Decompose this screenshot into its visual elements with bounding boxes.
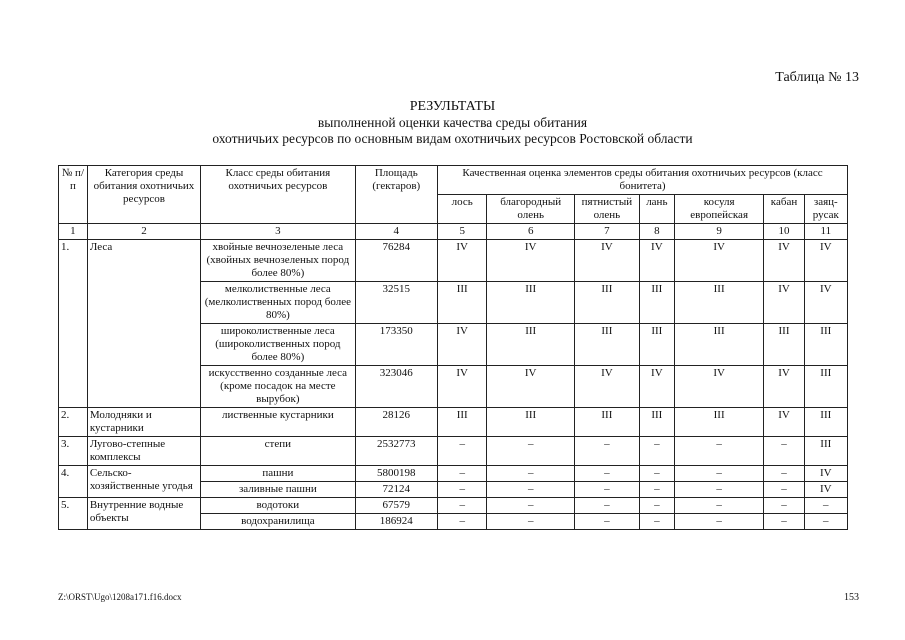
rating-cell: – <box>487 514 575 530</box>
rating-cell: – <box>639 437 674 466</box>
row-area: 76284 <box>355 240 437 282</box>
col-number: 10 <box>764 224 804 240</box>
file-path: Z:\ORST\Ugo\1208a171.f16.docx <box>58 592 182 602</box>
table-row <box>59 437 848 466</box>
row-class: степи <box>201 437 355 466</box>
rating-cell: IV <box>674 240 764 282</box>
col-number: 8 <box>639 224 674 240</box>
row-category: Лугово-степные комплексы <box>87 437 200 466</box>
row-class: широколиственные леса (широколиственных пород более 80%) <box>201 324 355 366</box>
rating-cell: – <box>574 437 639 466</box>
rating-cell: IV <box>804 240 847 282</box>
rating-cell: III <box>674 324 764 366</box>
table-row <box>59 408 848 437</box>
rating-cell: – <box>487 482 575 498</box>
row-class: искусственно созданные леса (кроме посадок на месте вырубок) <box>201 366 355 408</box>
header-species: лань <box>639 195 674 224</box>
header-num: № п/п <box>59 166 88 224</box>
header-quality: Качественная оценка элементов среды обитания охотничьих ресурсов (класс бонитета) <box>437 166 847 195</box>
col-number: 1 <box>59 224 88 240</box>
row-num: 5. <box>59 498 88 530</box>
rating-cell: III <box>437 282 486 324</box>
rating-cell: – <box>764 514 804 530</box>
rating-cell: – <box>574 498 639 514</box>
rating-cell: – <box>487 437 575 466</box>
row-num: 2. <box>59 408 88 437</box>
rating-cell: – <box>574 466 639 482</box>
rating-cell: III <box>437 408 486 437</box>
rating-cell: III <box>639 324 674 366</box>
title-line-1: РЕЗУЛЬТАТЫ <box>409 99 496 114</box>
col-number: 3 <box>201 224 355 240</box>
rating-cell: III <box>764 324 804 366</box>
rating-cell: IV <box>437 366 486 408</box>
rating-cell: III <box>574 408 639 437</box>
rating-cell: III <box>487 408 575 437</box>
header-category: Категория среды обитания охотничьих ресурсов <box>87 166 200 224</box>
col-number: 4 <box>355 224 437 240</box>
row-category: Леса <box>87 240 200 408</box>
row-area: 32515 <box>355 282 437 324</box>
rating-cell: IV <box>639 366 674 408</box>
page-number: 153 <box>844 592 859 603</box>
row-area: 67579 <box>355 498 437 514</box>
rating-cell: IV <box>574 240 639 282</box>
row-class: водохранилища <box>201 514 355 530</box>
table-row <box>59 498 848 514</box>
header-species: благородный олень <box>487 195 575 224</box>
document-title <box>0 99 905 147</box>
rating-cell: – <box>674 466 764 482</box>
rating-cell: IV <box>487 240 575 282</box>
rating-cell: IV <box>437 240 486 282</box>
rating-cell: III <box>487 324 575 366</box>
title-line-3: охотничьих ресурсов по основным видам охотничьих ресурсов Ростовской области <box>212 131 693 146</box>
row-class: заливные пашни <box>201 482 355 498</box>
rating-cell: IV <box>674 366 764 408</box>
rating-cell: III <box>639 282 674 324</box>
column-numbers-row <box>59 224 848 240</box>
row-class: хвойные вечнозеленые леса (хвойных вечнозеленых пород более 80%) <box>201 240 355 282</box>
row-num: 3. <box>59 437 88 466</box>
rating-cell: – <box>764 437 804 466</box>
rating-cell: IV <box>804 282 847 324</box>
row-num: 4. <box>59 466 88 498</box>
rating-cell: – <box>574 482 639 498</box>
col-number: 6 <box>487 224 575 240</box>
rating-cell: III <box>804 408 847 437</box>
table-number: Таблица № 13 <box>775 70 859 85</box>
col-number: 2 <box>87 224 200 240</box>
header-area: Площадь (гектаров) <box>355 166 437 224</box>
row-area: 28126 <box>355 408 437 437</box>
rating-cell: III <box>804 324 847 366</box>
row-area: 323046 <box>355 366 437 408</box>
row-num: 1. <box>59 240 88 408</box>
col-number: 7 <box>574 224 639 240</box>
row-class: мелколиственные леса (мелколиственных пород более 80%) <box>201 282 355 324</box>
row-area: 186924 <box>355 514 437 530</box>
rating-cell: III <box>804 437 847 466</box>
rating-cell: IV <box>639 240 674 282</box>
rating-cell: III <box>487 282 575 324</box>
rating-cell: – <box>639 498 674 514</box>
rating-cell: III <box>574 282 639 324</box>
rating-cell: III <box>639 408 674 437</box>
rating-cell: III <box>804 366 847 408</box>
row-class: пашни <box>201 466 355 482</box>
row-category: Молодняки и кустарники <box>87 408 200 437</box>
header-species: лось <box>437 195 486 224</box>
rating-cell: – <box>437 498 486 514</box>
rating-cell: – <box>764 482 804 498</box>
rating-cell: IV <box>804 482 847 498</box>
row-area: 72124 <box>355 482 437 498</box>
table-row <box>59 466 848 482</box>
rating-cell: – <box>804 514 847 530</box>
rating-cell: – <box>437 514 486 530</box>
rating-cell: – <box>437 437 486 466</box>
header-species: заяц-русак <box>804 195 847 224</box>
table-row <box>59 240 848 282</box>
rating-cell: III <box>674 408 764 437</box>
rating-cell: IV <box>574 366 639 408</box>
rating-cell: IV <box>437 324 486 366</box>
header-class: Класс среды обитания охотничьих ресурсов <box>201 166 355 224</box>
rating-cell: – <box>487 466 575 482</box>
rating-cell: – <box>674 498 764 514</box>
header-species: пятнистый олень <box>574 195 639 224</box>
rating-cell: – <box>437 482 486 498</box>
rating-cell: – <box>804 498 847 514</box>
rating-cell: – <box>639 514 674 530</box>
header-species: косуля европейская <box>674 195 764 224</box>
row-class: лиственные кустарники <box>201 408 355 437</box>
rating-cell: – <box>674 514 764 530</box>
results-table <box>58 165 848 530</box>
rating-cell: III <box>574 324 639 366</box>
rating-cell: – <box>764 498 804 514</box>
rating-cell: III <box>674 282 764 324</box>
row-area: 173350 <box>355 324 437 366</box>
row-category: Сельско-хозяйственные угодья <box>87 466 200 498</box>
row-area: 2532773 <box>355 437 437 466</box>
row-category: Внутренние водные объекты <box>87 498 200 530</box>
title-line-2: выполненной оценки качества среды обитания <box>317 115 588 130</box>
rating-cell: – <box>574 514 639 530</box>
rating-cell: IV <box>804 466 847 482</box>
rating-cell: – <box>639 482 674 498</box>
col-number: 5 <box>437 224 486 240</box>
rating-cell: – <box>764 466 804 482</box>
col-number: 9 <box>674 224 764 240</box>
rating-cell: – <box>674 437 764 466</box>
rating-cell: IV <box>487 366 575 408</box>
rating-cell: – <box>437 466 486 482</box>
rating-cell: IV <box>764 240 804 282</box>
header-species: кабан <box>764 195 804 224</box>
rating-cell: IV <box>764 408 804 437</box>
row-class: водотоки <box>201 498 355 514</box>
rating-cell: – <box>487 498 575 514</box>
rating-cell: IV <box>764 282 804 324</box>
rating-cell: IV <box>764 366 804 408</box>
col-number: 11 <box>804 224 847 240</box>
rating-cell: – <box>674 482 764 498</box>
row-area: 5800198 <box>355 466 437 482</box>
rating-cell: – <box>639 466 674 482</box>
